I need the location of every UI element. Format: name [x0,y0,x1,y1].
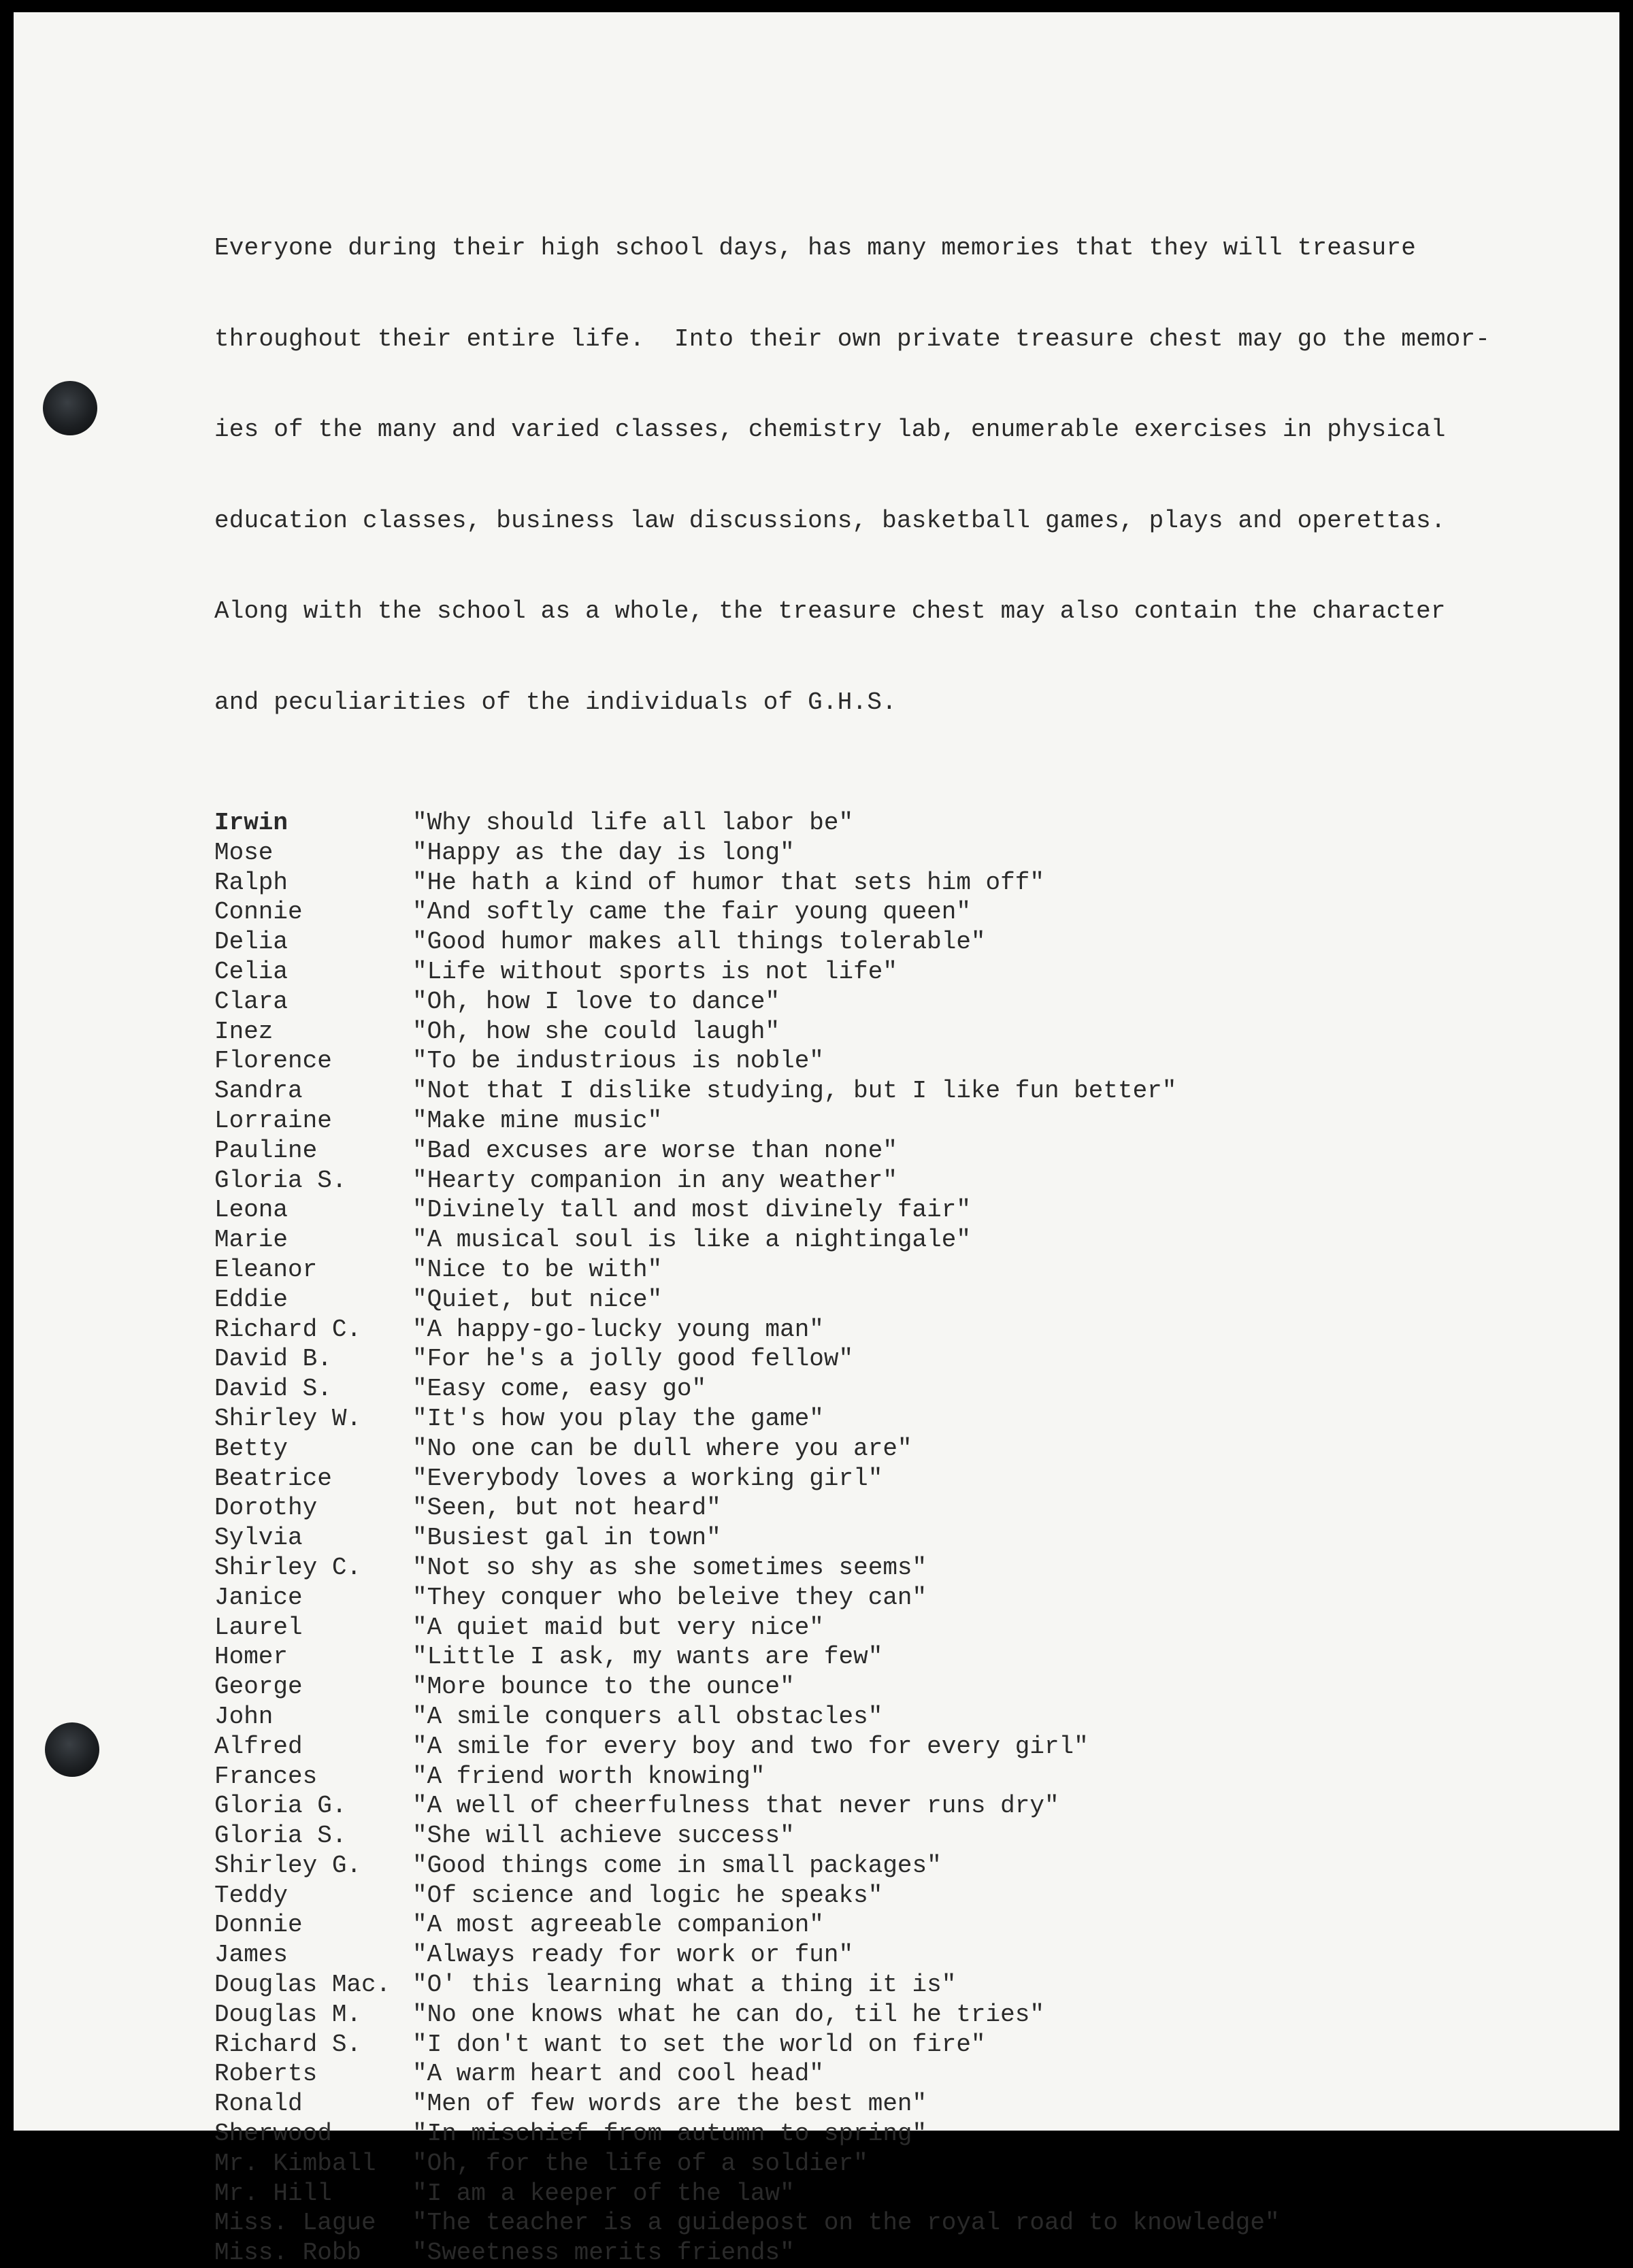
entry-name: Celia [214,957,288,986]
intro-line: education classes, business law discussions, basketball games, plays and operettas. [214,506,1446,535]
quote-entry [214,1315,1575,1345]
entry-quote: "Good humor makes all things tolerable" [412,928,986,956]
quote-entry [214,927,1575,957]
entry-quote: "Oh, for the life of a soldier" [412,2149,868,2178]
quote-entry [214,1940,1575,1970]
entry-name: Miss. Robb [214,2239,362,2267]
entry-name: Ralph [214,868,288,897]
quote-entry [214,838,1575,868]
quote-entry [214,1672,1575,1702]
entry-name: Clara [214,987,288,1016]
entry-quote: "For he's a jolly good fellow" [412,1345,854,1373]
entry-name: Mr. Kimball [214,2149,376,2178]
entry-quote: "Quiet, but nice" [412,1285,663,1314]
entry-name: Janice [214,1583,303,1612]
entry-name: Marie [214,1226,288,1254]
quote-entry [214,1821,1575,1851]
entry-name: Irwin [214,809,288,837]
quote-entry [214,1017,1575,1047]
entry-quote: "In mischief from autumn to spring" [412,2120,927,2148]
quote-entry [214,868,1575,898]
entry-name: Sherwood [214,2120,332,2148]
quote-entry [214,1464,1575,1494]
document-body [214,173,1575,2268]
entry-quote: "Of science and logic he speaks" [412,1881,883,1910]
entry-name: Dorothy [214,1494,318,1522]
entry-quote: "A smile for every boy and two for every girl" [412,1732,1089,1761]
entry-name: Alfred [214,1732,303,1761]
entry-quote: "Not that I dislike studying, but I like fun better" [412,1077,1177,1105]
entry-name: Eddie [214,1285,288,1314]
quote-entry [214,2000,1575,2030]
quote-entry [214,987,1575,1017]
entry-name: Gloria G. [214,1792,347,1820]
entry-name: Shirley C. [214,1553,362,1582]
quote-entry [214,1136,1575,1166]
entry-name: Douglas Mac. [214,1971,391,1999]
student-quote-list [214,808,1575,2268]
quote-entry [214,1762,1575,1792]
entry-name: Delia [214,928,288,956]
entry-quote: "Little I ask, my wants are few" [412,1643,883,1671]
quote-entry [214,1642,1575,1672]
entry-quote: "The teacher is a guidepost on the royal road to knowledge" [412,2209,1280,2237]
intro-line: Everyone during their high school days, has many memories that they will treasure [214,234,1417,262]
entry-name: Richard S. [214,2030,362,2058]
entry-name: Pauline [214,1136,318,1165]
quote-entry [214,1374,1575,1404]
quote-entry [214,1493,1575,1523]
binder-hole-top [43,381,97,435]
entry-name: John [214,1702,274,1731]
entry-quote: "Easy come, easy go" [412,1375,707,1403]
entry-name: Inez [214,1017,274,1046]
entry-quote: "Seen, but not heard" [412,1494,721,1522]
entry-quote: "No one can be dull where you are" [412,1434,912,1463]
intro-line: ies of the many and varied classes, chemistry lab, enumerable exercises in physical [214,416,1446,444]
entry-quote: "Divinely tall and most divinely fair" [412,1196,971,1224]
quote-entry [214,2059,1575,2089]
quote-entry [214,1076,1575,1106]
entry-quote: "I am a keeper of the law" [412,2179,795,2207]
entry-name: Gloria S. [214,1166,347,1195]
entry-name: Teddy [214,1881,288,1910]
entry-name: Eleanor [214,1255,318,1284]
entry-quote: "Why should life all labor be" [412,809,854,837]
entry-name: Roberts [214,2060,318,2088]
quote-entry [214,1434,1575,1464]
entry-name: Donnie [214,1911,303,1939]
entry-quote: "Hearty companion in any weather" [412,1166,897,1195]
entry-quote: "No one knows what he can do, til he tries" [412,2000,1044,2029]
entry-name: Sandra [214,1077,303,1105]
entry-quote: "Oh, how I love to dance" [412,987,780,1016]
entry-name: Homer [214,1643,288,1671]
quote-entry [214,2089,1575,2119]
entry-quote: "Always ready for work or fun" [412,1941,854,1969]
entry-quote: "Sweetness merits friends" [412,2239,795,2267]
entry-name: Richard C. [214,1315,362,1344]
entry-name: Beatrice [214,1464,332,1492]
entry-quote: "Busiest gal in town" [412,1524,721,1552]
quote-entry [214,1255,1575,1285]
quote-entry [214,1583,1575,1613]
entry-name: Leona [214,1196,288,1224]
intro-line: and peculiarities of the individuals of G.H.S. [214,688,897,716]
quote-entry [214,897,1575,927]
quote-entry [214,1851,1575,1881]
intro-line: Along with the school as a whole, the treasure chest may also contain the character [214,597,1446,625]
document-page [14,12,1619,2267]
quote-entry [214,1166,1575,1196]
quote-entry [214,808,1575,838]
entry-quote: "Life without sports is not life" [412,957,897,986]
quote-entry [214,1344,1575,1374]
entry-quote: "I don't want to set the world on fire" [412,2030,986,2058]
entry-quote: "A happy-go-lucky young man" [412,1315,824,1344]
quote-entry [214,2179,1575,2209]
entry-quote: "To be industrious is noble" [412,1047,824,1075]
quote-entry [214,1404,1575,1434]
entry-quote: "Oh, how she could laugh" [412,1017,780,1046]
entry-quote: "Happy as the day is long" [412,838,795,867]
entry-name: Connie [214,898,303,927]
entry-name: Betty [214,1434,288,1463]
quote-entry [214,2030,1575,2060]
quote-entry [214,957,1575,987]
quote-entry [214,1285,1575,1315]
entry-quote: "Everybody loves a working girl" [412,1464,883,1492]
entry-name: George [214,1673,303,1701]
entry-quote: "And softly came the fair young queen" [412,898,971,927]
quote-entry [214,2208,1575,2238]
entry-name: Florence [214,1047,332,1075]
entry-name: Mr. Hill [214,2179,332,2207]
entry-quote: "More bounce to the ounce" [412,1673,795,1701]
quote-entry [214,1106,1575,1136]
entry-name: Lorraine [214,1106,332,1135]
entry-name: Gloria S. [214,1822,347,1850]
entry-name: Mose [214,838,274,867]
entry-quote: "Nice to be with" [412,1255,663,1284]
intro-paragraph [214,173,1575,778]
entry-quote: "A warm heart and cool head" [412,2060,824,2088]
quote-entry [214,2238,1575,2268]
quote-entry [214,1553,1575,1583]
entry-quote: "A musical soul is like a nightingale" [412,1226,971,1254]
entry-quote: "A smile conquers all obstacles" [412,1702,883,1731]
entry-quote: "Not so shy as she sometimes seems" [412,1553,927,1582]
binder-hole-bottom [45,1722,99,1777]
entry-name: Laurel [214,1613,303,1641]
entry-quote: "It's how you play the game" [412,1404,824,1433]
entry-name: Shirley G. [214,1851,362,1880]
quote-entry [214,1970,1575,2000]
quote-entry [214,1702,1575,1732]
entry-quote: "Make mine music" [412,1106,663,1135]
entry-name: Sylvia [214,1524,303,1552]
entry-quote: "Bad excuses are worse than none" [412,1136,897,1165]
quote-entry [214,1225,1575,1255]
entry-name: James [214,1941,288,1969]
entry-quote: "Good things come in small packages" [412,1851,942,1880]
entry-name: David B. [214,1345,332,1373]
entry-name: Douglas M. [214,2000,362,2029]
quote-entry [214,1791,1575,1821]
quote-entry [214,2119,1575,2149]
entry-quote: "A most agreeable companion" [412,1911,824,1939]
quote-entry [214,1910,1575,1940]
entry-quote: "O' this learning what a thing it is" [412,1971,957,1999]
entry-quote: "A well of cheerfulness that never runs dry" [412,1792,1059,1820]
quote-entry [214,1881,1575,1911]
quote-entry [214,1195,1575,1225]
quote-entry [214,1523,1575,1553]
entry-quote: "He hath a kind of humor that sets him off" [412,868,1044,897]
quote-entry [214,1613,1575,1643]
quote-entry [214,2149,1575,2179]
quote-entry [214,1046,1575,1076]
entry-quote: "A friend worth knowing" [412,1762,765,1790]
entry-quote: "Men of few words are the best men" [412,2090,927,2118]
intro-line: throughout their entire life. Into their own private treasure chest may go the memor- [214,324,1491,353]
entry-quote: "They conquer who beleive they can" [412,1583,927,1612]
entry-name: Shirley W. [214,1404,362,1433]
entry-name: Miss. Lague [214,2209,376,2237]
quote-entry [214,1732,1575,1762]
entry-name: Ronald [214,2090,303,2118]
entry-name: David S. [214,1375,332,1403]
entry-quote: "A quiet maid but very nice" [412,1613,824,1641]
entry-name: Frances [214,1762,318,1790]
entry-quote: "She will achieve success" [412,1822,795,1850]
